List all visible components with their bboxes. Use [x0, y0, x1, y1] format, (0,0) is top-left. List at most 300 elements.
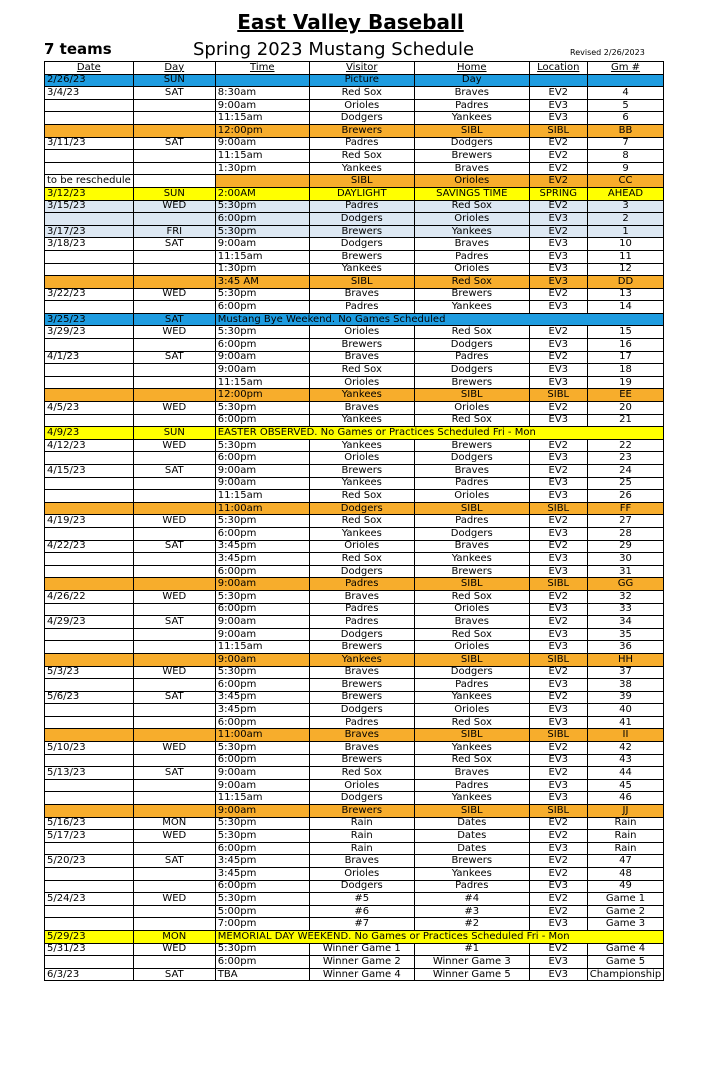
game-number-cell: 2 [587, 213, 663, 226]
date-cell: 5/24/23 [45, 893, 134, 906]
location-cell: EV3 [529, 339, 587, 352]
location-cell: EV2 [529, 855, 587, 868]
header-row [45, 62, 664, 75]
home-cell: Padres [414, 99, 529, 112]
game-number-cell: 46 [587, 792, 663, 805]
location-cell: EV2 [529, 288, 587, 301]
date-cell: 5/17/23 [45, 830, 134, 843]
location-cell: EV2 [529, 905, 587, 918]
table-row [45, 87, 664, 100]
game-number-cell: Rain [587, 830, 663, 843]
date-cell: 5/16/23 [45, 817, 134, 830]
location-cell: EV2 [529, 87, 587, 100]
home-cell: Brewers [414, 565, 529, 578]
date-cell: 5/29/23 [45, 930, 134, 943]
table-row [45, 351, 664, 364]
location-cell: EV3 [529, 880, 587, 893]
table-row [45, 200, 664, 213]
home-cell: Dodgers [414, 452, 529, 465]
location-cell: EV2 [529, 540, 587, 553]
table-row [45, 628, 664, 641]
date-cell [45, 704, 134, 717]
date-cell: 4/15/23 [45, 465, 134, 478]
time-cell: 5:30pm [215, 817, 309, 830]
visitor-cell: Orioles [309, 779, 414, 792]
day-cell: FRI [133, 225, 215, 238]
location-cell: EV2 [529, 893, 587, 906]
location-cell: EV2 [529, 742, 587, 755]
visitor-cell: Padres [309, 578, 414, 591]
time-cell: 11:00am [215, 729, 309, 742]
table-row [45, 137, 664, 150]
day-cell: WED [133, 893, 215, 906]
date-cell [45, 477, 134, 490]
day-cell [133, 477, 215, 490]
location-cell: EV3 [529, 918, 587, 931]
game-number-cell: Game 2 [587, 905, 663, 918]
revised-date: Revised 2/26/2023 [570, 48, 645, 57]
visitor-cell: Braves [309, 855, 414, 868]
table-row [45, 754, 664, 767]
table-row [45, 276, 664, 289]
game-number-cell: EE [587, 389, 663, 402]
home-cell: Red Sox [414, 200, 529, 213]
table-row [45, 515, 664, 528]
home-cell: Braves [414, 540, 529, 553]
time-cell: 6:00pm [215, 754, 309, 767]
game-number-cell: 7 [587, 137, 663, 150]
table-row [45, 716, 664, 729]
day-cell [133, 414, 215, 427]
time-cell: 5:30pm [215, 943, 309, 956]
time-cell: 5:30pm [215, 200, 309, 213]
table-row [45, 112, 664, 125]
time-cell: 9:00am [215, 137, 309, 150]
home-cell: SIBL [414, 578, 529, 591]
visitor-cell: Yankees [309, 263, 414, 276]
table-row [45, 175, 664, 188]
game-number-cell: AHEAD [587, 187, 663, 200]
visitor-cell: Dodgers [309, 704, 414, 717]
day-cell [133, 628, 215, 641]
game-number-cell: 29 [587, 540, 663, 553]
game-number-cell: 40 [587, 704, 663, 717]
home-cell: Yankees [414, 553, 529, 566]
table-row [45, 313, 664, 326]
day-cell [133, 376, 215, 389]
location-cell: EV3 [529, 263, 587, 276]
date-cell [45, 150, 134, 163]
date-cell: 4/22/23 [45, 540, 134, 553]
visitor-cell: Orioles [309, 99, 414, 112]
time-cell [215, 74, 309, 87]
location-cell: SIBL [529, 502, 587, 515]
time-cell: 5:30pm [215, 439, 309, 452]
time-cell: 5:00pm [215, 905, 309, 918]
home-cell: Padres [414, 477, 529, 490]
location-cell: EV3 [529, 477, 587, 490]
game-number-cell: 12 [587, 263, 663, 276]
day-cell [133, 112, 215, 125]
col-visitor: Visitor [309, 62, 414, 75]
table-row [45, 263, 664, 276]
game-number-cell: 47 [587, 855, 663, 868]
date-cell [45, 99, 134, 112]
home-cell: Red Sox [414, 628, 529, 641]
home-cell: Dates [414, 830, 529, 843]
table-row [45, 389, 664, 402]
visitor-cell: Braves [309, 666, 414, 679]
location-cell: EV2 [529, 515, 587, 528]
location-cell: SIBL [529, 124, 587, 137]
day-cell: SAT [133, 691, 215, 704]
visitor-cell: Orioles [309, 376, 414, 389]
time-cell: 3:45pm [215, 868, 309, 881]
day-cell: WED [133, 326, 215, 339]
table-row [45, 565, 664, 578]
visitor-cell: Orioles [309, 540, 414, 553]
location-cell: EV3 [529, 842, 587, 855]
table-row [45, 99, 664, 112]
home-cell: Braves [414, 162, 529, 175]
visitor-cell: Brewers [309, 124, 414, 137]
game-number-cell: 3 [587, 200, 663, 213]
day-cell [133, 641, 215, 654]
time-cell: 1:30pm [215, 263, 309, 276]
location-cell: EV2 [529, 351, 587, 364]
table-row [45, 805, 664, 818]
time-cell: 5:30pm [215, 830, 309, 843]
home-cell: SAVINGS TIME [414, 187, 529, 200]
home-cell: #4 [414, 893, 529, 906]
time-cell: 5:30pm [215, 590, 309, 603]
table-row [45, 880, 664, 893]
date-cell [45, 301, 134, 314]
home-cell: SIBL [414, 805, 529, 818]
day-cell [133, 716, 215, 729]
table-row [45, 578, 664, 591]
time-cell: 5:30pm [215, 288, 309, 301]
day-cell [133, 704, 215, 717]
time-cell: 11:15am [215, 112, 309, 125]
visitor-cell: Rain [309, 817, 414, 830]
table-row [45, 364, 664, 377]
day-cell [133, 502, 215, 515]
game-number-cell: 19 [587, 376, 663, 389]
table-row [45, 402, 664, 415]
time-cell: 9:00am [215, 351, 309, 364]
day-cell [133, 389, 215, 402]
home-cell: #2 [414, 918, 529, 931]
home-cell: Day [414, 74, 529, 87]
location-cell: EV3 [529, 527, 587, 540]
game-number-cell: 16 [587, 339, 663, 352]
day-cell [133, 868, 215, 881]
game-number-cell: 1 [587, 225, 663, 238]
date-cell [45, 653, 134, 666]
date-cell [45, 565, 134, 578]
table-row [45, 124, 664, 137]
location-cell: EV2 [529, 943, 587, 956]
visitor-cell: Braves [309, 402, 414, 415]
time-cell: 5:30pm [215, 515, 309, 528]
home-cell: Dodgers [414, 527, 529, 540]
time-cell: TBA [215, 968, 309, 981]
game-number-cell: 39 [587, 691, 663, 704]
day-cell [133, 124, 215, 137]
time-cell: 5:30pm [215, 893, 309, 906]
date-cell: 4/1/23 [45, 351, 134, 364]
table-row [45, 540, 664, 553]
date-cell: 5/20/23 [45, 855, 134, 868]
game-number-cell: 38 [587, 679, 663, 692]
location-cell: EV2 [529, 666, 587, 679]
time-cell: 5:30pm [215, 742, 309, 755]
time-cell: 2:00AM [215, 187, 309, 200]
time-cell: 6:00pm [215, 603, 309, 616]
game-number-cell: 14 [587, 301, 663, 314]
day-cell: SAT [133, 855, 215, 868]
visitor-cell: Orioles [309, 452, 414, 465]
day-cell: WED [133, 943, 215, 956]
visitor-cell: Red Sox [309, 87, 414, 100]
location-cell: EV2 [529, 225, 587, 238]
location-cell: SIBL [529, 389, 587, 402]
visitor-cell: Braves [309, 729, 414, 742]
date-cell [45, 578, 134, 591]
home-cell: Orioles [414, 603, 529, 616]
table-row [45, 452, 664, 465]
date-cell [45, 452, 134, 465]
time-cell: 5:30pm [215, 225, 309, 238]
table-row [45, 376, 664, 389]
home-cell: Yankees [414, 691, 529, 704]
time-cell: 6:00pm [215, 527, 309, 540]
location-cell: EV3 [529, 490, 587, 503]
visitor-cell: Brewers [309, 805, 414, 818]
time-cell: 6:00pm [215, 414, 309, 427]
visitor-cell: Brewers [309, 691, 414, 704]
day-cell: WED [133, 288, 215, 301]
game-number-cell: 8 [587, 150, 663, 163]
location-cell: EV2 [529, 200, 587, 213]
date-cell [45, 918, 134, 931]
date-cell: 4/5/23 [45, 402, 134, 415]
table-row [45, 691, 664, 704]
table-row [45, 968, 664, 981]
location-cell: EV2 [529, 767, 587, 780]
date-cell [45, 792, 134, 805]
visitor-cell: Brewers [309, 250, 414, 263]
home-cell: SIBL [414, 124, 529, 137]
visitor-cell: Rain [309, 830, 414, 843]
table-row [45, 742, 664, 755]
day-cell: MON [133, 930, 215, 943]
location-cell: EV3 [529, 779, 587, 792]
home-cell: #1 [414, 943, 529, 956]
location-cell: EV3 [529, 754, 587, 767]
home-cell: SIBL [414, 653, 529, 666]
location-cell: SIBL [529, 805, 587, 818]
day-cell [133, 263, 215, 276]
home-cell: Padres [414, 250, 529, 263]
home-cell: Brewers [414, 855, 529, 868]
time-cell: 6:00pm [215, 956, 309, 969]
game-number-cell: 41 [587, 716, 663, 729]
home-cell: Yankees [414, 792, 529, 805]
home-cell: Dodgers [414, 339, 529, 352]
time-cell: 6:00pm [215, 565, 309, 578]
game-number-cell: HH [587, 653, 663, 666]
visitor-cell: Yankees [309, 439, 414, 452]
location-cell: EV3 [529, 565, 587, 578]
table-row [45, 930, 664, 943]
location-cell: EV3 [529, 99, 587, 112]
game-number-cell: 31 [587, 565, 663, 578]
home-cell: Red Sox [414, 276, 529, 289]
visitor-cell: Yankees [309, 653, 414, 666]
date-cell [45, 880, 134, 893]
visitor-cell: DAYLIGHT [309, 187, 414, 200]
date-cell [45, 414, 134, 427]
visitor-cell: Dodgers [309, 628, 414, 641]
day-cell: SUN [133, 427, 215, 440]
day-cell [133, 603, 215, 616]
time-cell: 9:00am [215, 767, 309, 780]
visitor-cell: Padres [309, 616, 414, 629]
date-cell [45, 868, 134, 881]
visitor-cell: #5 [309, 893, 414, 906]
day-cell: WED [133, 666, 215, 679]
location-cell: EV2 [529, 162, 587, 175]
home-cell: Padres [414, 779, 529, 792]
visitor-cell: Dodgers [309, 213, 414, 226]
date-cell [45, 729, 134, 742]
home-cell: Braves [414, 767, 529, 780]
col-location: Location [529, 62, 587, 75]
table-row [45, 817, 664, 830]
game-number-cell: 21 [587, 414, 663, 427]
time-cell: 5:30pm [215, 326, 309, 339]
home-cell: Dodgers [414, 137, 529, 150]
location-cell: EV3 [529, 553, 587, 566]
home-cell: Padres [414, 679, 529, 692]
table-row [45, 465, 664, 478]
game-number-cell: JJ [587, 805, 663, 818]
home-cell: Winner Game 5 [414, 968, 529, 981]
date-cell [45, 502, 134, 515]
table-row [45, 339, 664, 352]
day-cell [133, 99, 215, 112]
day-cell: SAT [133, 137, 215, 150]
game-number-cell: 25 [587, 477, 663, 490]
time-cell: 6:00pm [215, 880, 309, 893]
date-cell: 3/17/23 [45, 225, 134, 238]
schedule-subtitle: Spring 2023 Mustang Schedule [193, 39, 475, 60]
location-cell: EV3 [529, 641, 587, 654]
game-number-cell: 42 [587, 742, 663, 755]
visitor-cell: Padres [309, 301, 414, 314]
table-row [45, 767, 664, 780]
game-number-cell: 23 [587, 452, 663, 465]
time-cell: 12:00pm [215, 389, 309, 402]
table-row [45, 868, 664, 881]
date-cell [45, 805, 134, 818]
day-cell [133, 490, 215, 503]
day-cell [133, 339, 215, 352]
location-cell: EV3 [529, 956, 587, 969]
home-cell: Braves [414, 465, 529, 478]
game-number-cell: 10 [587, 238, 663, 251]
time-cell: 3:45pm [215, 553, 309, 566]
col-time: Time [215, 62, 309, 75]
table-row [45, 477, 664, 490]
day-cell: SAT [133, 968, 215, 981]
day-cell: WED [133, 200, 215, 213]
location-cell: EV2 [529, 590, 587, 603]
location-cell: EV2 [529, 326, 587, 339]
location-cell: EV2 [529, 868, 587, 881]
home-cell: #3 [414, 905, 529, 918]
game-number-cell: CC [587, 175, 663, 188]
day-cell: MON [133, 817, 215, 830]
time-cell: 11:15am [215, 250, 309, 263]
game-number-cell: 28 [587, 527, 663, 540]
home-cell: Yankees [414, 742, 529, 755]
game-number-cell: 4 [587, 87, 663, 100]
visitor-cell: Picture [309, 74, 414, 87]
time-cell: 11:15am [215, 792, 309, 805]
table-row [45, 301, 664, 314]
visitor-cell: Brewers [309, 465, 414, 478]
time-cell: 1:30pm [215, 162, 309, 175]
table-row [45, 653, 664, 666]
location-cell: EV2 [529, 830, 587, 843]
day-cell: SUN [133, 187, 215, 200]
day-cell [133, 918, 215, 931]
table-row [45, 704, 664, 717]
location-cell: EV3 [529, 376, 587, 389]
game-number-cell: Championship [587, 968, 663, 981]
day-cell: WED [133, 439, 215, 452]
home-cell: Braves [414, 87, 529, 100]
home-cell: Orioles [414, 213, 529, 226]
visitor-cell: Braves [309, 742, 414, 755]
day-cell [133, 880, 215, 893]
date-cell [45, 250, 134, 263]
visitor-cell: Winner Game 4 [309, 968, 414, 981]
col-game-number: Gm # [587, 62, 663, 75]
date-cell [45, 905, 134, 918]
table-row [45, 666, 664, 679]
location-cell: EV2 [529, 465, 587, 478]
location-cell: SIBL [529, 653, 587, 666]
day-cell [133, 276, 215, 289]
home-cell: Brewers [414, 150, 529, 163]
game-number-cell: 48 [587, 868, 663, 881]
date-cell [45, 603, 134, 616]
date-cell: 4/19/23 [45, 515, 134, 528]
location-cell: EV3 [529, 603, 587, 616]
table-row [45, 213, 664, 226]
day-cell: SUN [133, 74, 215, 87]
schedule-body [45, 74, 664, 981]
day-cell [133, 805, 215, 818]
date-cell [45, 754, 134, 767]
date-cell [45, 213, 134, 226]
location-cell: EV2 [529, 817, 587, 830]
game-number-cell: 5 [587, 99, 663, 112]
